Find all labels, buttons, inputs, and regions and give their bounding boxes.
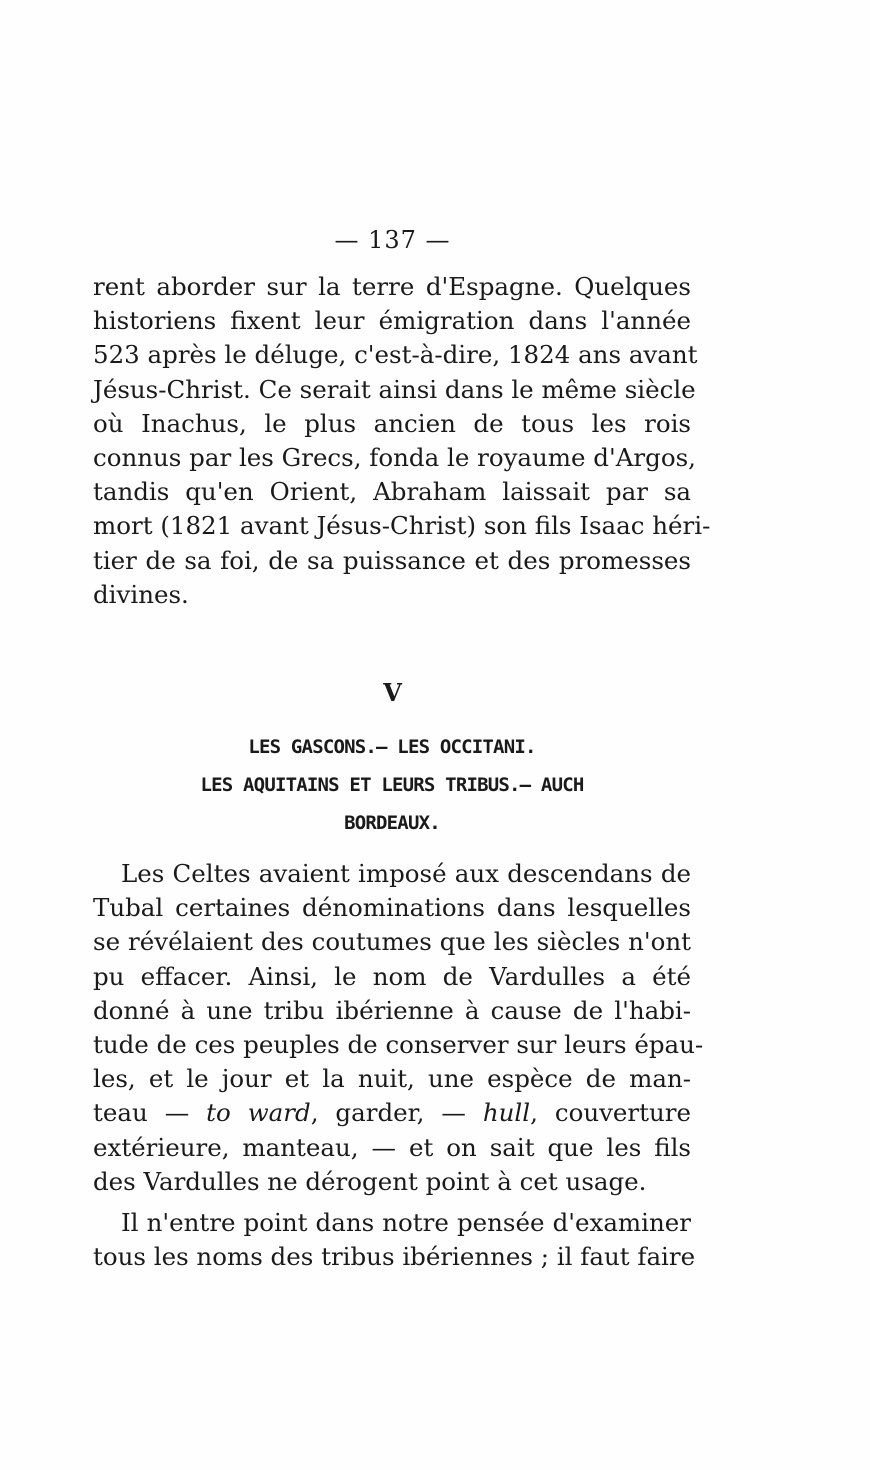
text-line: Il n'entre point dans notre pensée d'examiner bbox=[121, 1208, 691, 1237]
text-line-mixed bbox=[93, 1096, 691, 1130]
text-line: se révélaient des coutumes que les siècles n'ont bbox=[93, 927, 691, 957]
text-line: tude de ces peuples de conserver sur leurs épau- bbox=[93, 1029, 704, 1059]
text-line: rent aborder sur la terre d'Espagne. Quelques bbox=[93, 272, 691, 301]
text-line: pu effacer. Ainsi, le nom de Vardulles a été bbox=[93, 961, 691, 991]
section-numeral: V bbox=[383, 678, 402, 707]
text-line: Les Celtes avaient imposé aux descendans de bbox=[121, 859, 691, 888]
text-line: tier de sa foi, de sa puissance et des promesses bbox=[93, 545, 691, 575]
text-line: Jésus-Christ. Ce serait ainsi dans le même siècle bbox=[93, 374, 696, 404]
text-line: Tubal certaines dénominations dans lesquelles bbox=[93, 893, 691, 923]
text-line: des Vardulles ne dérogent point à cet usage. bbox=[93, 1166, 647, 1196]
paragraph-tribes bbox=[93, 1206, 696, 1274]
text-line: mort (1821 avant Jésus-Christ) son fils Isaac héri- bbox=[93, 511, 711, 541]
section-heading-line: LES GASCONS.— LES OCCITANI. bbox=[248, 736, 536, 758]
text-line: donné à une tribu ibérienne à cause de l'habi- bbox=[93, 995, 691, 1025]
text-segment: teau — bbox=[93, 1098, 207, 1128]
text-line: tandis qu'en Orient, Abraham laissait par sa bbox=[93, 477, 691, 507]
text-line: les, et le jour et la nuit, une espèce de man- bbox=[93, 1064, 691, 1094]
text-line: extérieure, manteau, — et on sait que les fils bbox=[93, 1132, 691, 1162]
paragraph-vardulles bbox=[93, 857, 704, 1199]
paragraph-emigration bbox=[93, 270, 711, 612]
page-number: — 137 — bbox=[334, 226, 451, 254]
text-segment: , garder, — bbox=[310, 1098, 483, 1128]
text-line: où Inachus, le plus ancien de tous les rois bbox=[93, 408, 691, 438]
text-line: historiens fixent leur émigration dans l'année bbox=[93, 306, 691, 336]
section-heading-line: LES AQUITAINS ET LEURS TRIBUS.— AUCH bbox=[200, 774, 584, 796]
text-segment: , couverture bbox=[530, 1098, 691, 1128]
text-line: tous les noms des tribus ibériennes ; il faut faire bbox=[93, 1242, 696, 1272]
italic-term: hull bbox=[482, 1098, 531, 1128]
section-heading-line: BORDEAUX. bbox=[344, 812, 440, 834]
text-line: connus par les Grecs, fonda le royaume d'Argos, bbox=[93, 442, 696, 472]
text-line: 523 après le déluge, c'est-à-dire, 1824 ans avant bbox=[93, 340, 698, 370]
text-line: divines. bbox=[93, 579, 189, 609]
italic-term: to ward bbox=[206, 1098, 311, 1128]
